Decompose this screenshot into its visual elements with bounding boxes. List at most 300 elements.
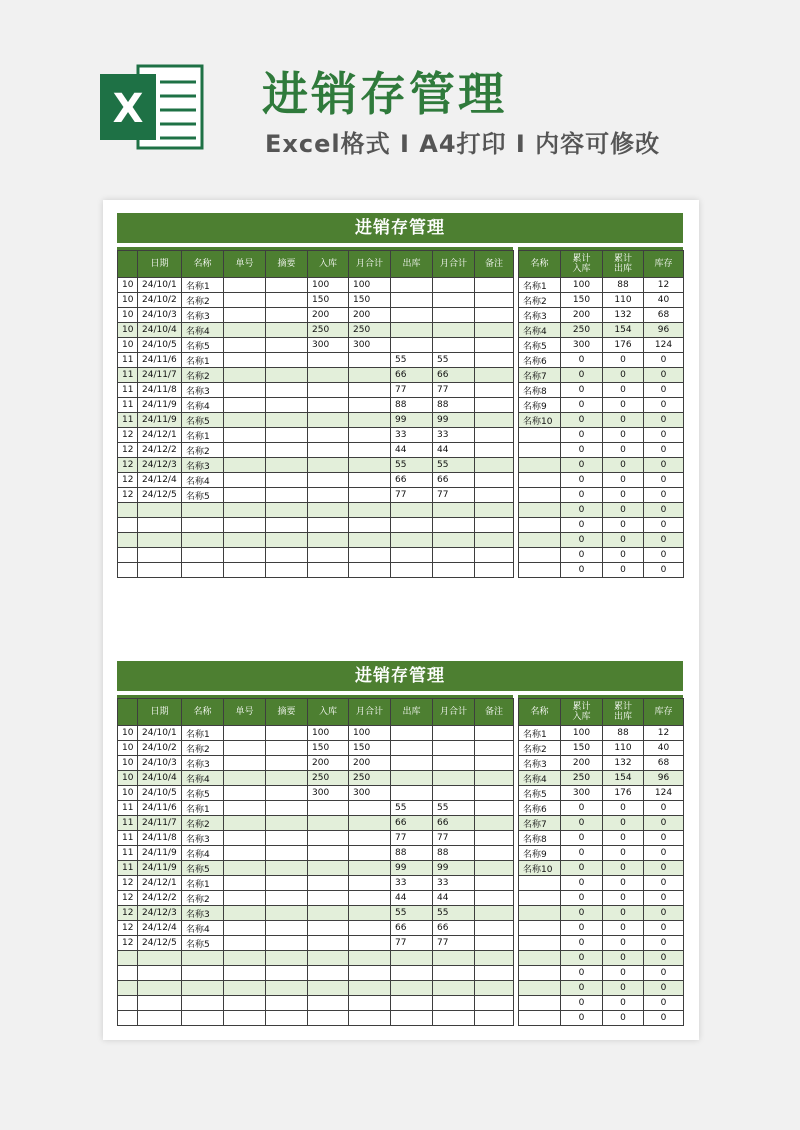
table-cell[interactable] bbox=[433, 548, 475, 563]
table-cell[interactable]: 11 bbox=[118, 861, 138, 876]
table-cell[interactable]: 100 bbox=[308, 278, 349, 293]
table-cell[interactable]: 0 bbox=[644, 801, 684, 816]
table-cell[interactable] bbox=[224, 906, 266, 921]
table-cell[interactable]: 10 bbox=[118, 756, 138, 771]
table-cell[interactable]: 12 bbox=[118, 891, 138, 906]
table-cell[interactable]: 77 bbox=[391, 488, 433, 503]
table-cell[interactable]: 24/12/1 bbox=[138, 876, 182, 891]
table-cell[interactable]: 0 bbox=[644, 906, 684, 921]
table-cell[interactable]: 0 bbox=[644, 353, 684, 368]
table-cell[interactable] bbox=[266, 338, 308, 353]
table-cell[interactable]: 0 bbox=[603, 353, 644, 368]
table-cell[interactable] bbox=[433, 981, 475, 996]
table-cell[interactable]: 12 bbox=[118, 488, 138, 503]
table-cell[interactable] bbox=[308, 831, 349, 846]
table-cell[interactable] bbox=[475, 428, 514, 443]
table-cell[interactable] bbox=[349, 488, 391, 503]
table-cell[interactable] bbox=[182, 981, 224, 996]
table-cell[interactable]: 名称1 bbox=[182, 278, 224, 293]
table-cell[interactable]: 250 bbox=[561, 323, 603, 338]
table-cell[interactable] bbox=[433, 323, 475, 338]
table-cell[interactable]: 名称1 bbox=[182, 726, 224, 741]
table-cell[interactable]: 0 bbox=[561, 906, 603, 921]
table-cell[interactable] bbox=[349, 413, 391, 428]
table-cell[interactable]: 0 bbox=[644, 921, 684, 936]
table-cell[interactable]: 66 bbox=[391, 368, 433, 383]
table-cell[interactable] bbox=[475, 936, 514, 951]
table-cell[interactable]: 55 bbox=[433, 353, 475, 368]
table-cell[interactable]: 名称7 bbox=[519, 816, 561, 831]
table-cell[interactable]: 200 bbox=[349, 308, 391, 323]
table-cell[interactable] bbox=[475, 278, 514, 293]
table-cell[interactable]: 0 bbox=[561, 428, 603, 443]
table-cell[interactable] bbox=[224, 293, 266, 308]
table-cell[interactable]: 10 bbox=[118, 338, 138, 353]
table-cell[interactable]: 名称1 bbox=[182, 876, 224, 891]
table-cell[interactable]: 24/10/2 bbox=[138, 741, 182, 756]
table-cell[interactable] bbox=[224, 533, 266, 548]
table-cell[interactable] bbox=[224, 428, 266, 443]
table-cell[interactable] bbox=[138, 503, 182, 518]
table-cell[interactable]: 10 bbox=[118, 323, 138, 338]
table-cell[interactable]: 0 bbox=[644, 831, 684, 846]
table-cell[interactable]: 0 bbox=[644, 428, 684, 443]
table-cell[interactable]: 200 bbox=[561, 756, 603, 771]
table-cell[interactable] bbox=[224, 966, 266, 981]
table-cell[interactable] bbox=[475, 353, 514, 368]
table-cell[interactable] bbox=[224, 278, 266, 293]
table-cell[interactable] bbox=[349, 936, 391, 951]
table-cell[interactable] bbox=[224, 368, 266, 383]
table-cell[interactable] bbox=[224, 831, 266, 846]
table-cell[interactable]: 0 bbox=[603, 503, 644, 518]
table-cell[interactable]: 150 bbox=[561, 293, 603, 308]
table-cell[interactable]: 0 bbox=[561, 951, 603, 966]
table-cell[interactable]: 88 bbox=[603, 726, 644, 741]
table-cell[interactable] bbox=[349, 398, 391, 413]
table-cell[interactable]: 11 bbox=[118, 398, 138, 413]
table-cell[interactable]: 0 bbox=[603, 936, 644, 951]
table-cell[interactable] bbox=[519, 518, 561, 533]
table-cell[interactable] bbox=[182, 1011, 224, 1026]
table-cell[interactable]: 24/10/1 bbox=[138, 726, 182, 741]
table-cell[interactable] bbox=[433, 308, 475, 323]
table-cell[interactable]: 0 bbox=[644, 966, 684, 981]
table-cell[interactable] bbox=[224, 861, 266, 876]
table-cell[interactable]: 12 bbox=[644, 278, 684, 293]
table-cell[interactable]: 0 bbox=[603, 458, 644, 473]
table-cell[interactable]: 0 bbox=[561, 398, 603, 413]
table-cell[interactable]: 132 bbox=[603, 308, 644, 323]
table-cell[interactable] bbox=[349, 503, 391, 518]
table-cell[interactable] bbox=[391, 503, 433, 518]
table-cell[interactable] bbox=[308, 996, 349, 1011]
table-cell[interactable]: 10 bbox=[118, 726, 138, 741]
table-cell[interactable] bbox=[224, 891, 266, 906]
table-cell[interactable]: 10 bbox=[118, 771, 138, 786]
table-cell[interactable]: 0 bbox=[561, 846, 603, 861]
table-cell[interactable] bbox=[349, 801, 391, 816]
table-cell[interactable]: 名称10 bbox=[519, 413, 561, 428]
table-cell[interactable] bbox=[138, 548, 182, 563]
table-cell[interactable] bbox=[475, 831, 514, 846]
table-cell[interactable] bbox=[118, 996, 138, 1011]
table-cell[interactable]: 0 bbox=[644, 413, 684, 428]
table-cell[interactable]: 0 bbox=[603, 846, 644, 861]
table-cell[interactable] bbox=[308, 533, 349, 548]
table-cell[interactable] bbox=[391, 771, 433, 786]
table-cell[interactable]: 0 bbox=[603, 966, 644, 981]
table-cell[interactable] bbox=[266, 891, 308, 906]
table-cell[interactable] bbox=[308, 966, 349, 981]
table-cell[interactable] bbox=[224, 323, 266, 338]
table-cell[interactable]: 11 bbox=[118, 368, 138, 383]
table-cell[interactable] bbox=[475, 921, 514, 936]
table-cell[interactable] bbox=[224, 413, 266, 428]
table-cell[interactable]: 0 bbox=[644, 951, 684, 966]
table-cell[interactable]: 0 bbox=[561, 458, 603, 473]
table-cell[interactable]: 0 bbox=[561, 1011, 603, 1026]
table-cell[interactable]: 0 bbox=[561, 996, 603, 1011]
table-cell[interactable] bbox=[224, 353, 266, 368]
table-cell[interactable]: 24/11/9 bbox=[138, 861, 182, 876]
table-cell[interactable]: 0 bbox=[603, 473, 644, 488]
table-cell[interactable]: 0 bbox=[603, 996, 644, 1011]
table-cell[interactable]: 名称4 bbox=[519, 323, 561, 338]
table-cell[interactable]: 11 bbox=[118, 801, 138, 816]
table-cell[interactable]: 99 bbox=[433, 861, 475, 876]
table-cell[interactable]: 132 bbox=[603, 756, 644, 771]
table-cell[interactable] bbox=[224, 548, 266, 563]
table-cell[interactable]: 0 bbox=[561, 368, 603, 383]
table-cell[interactable] bbox=[308, 563, 349, 578]
table-cell[interactable] bbox=[475, 741, 514, 756]
table-cell[interactable]: 100 bbox=[308, 726, 349, 741]
table-cell[interactable]: 名称2 bbox=[519, 293, 561, 308]
table-cell[interactable]: 99 bbox=[391, 861, 433, 876]
table-cell[interactable] bbox=[182, 563, 224, 578]
table-cell[interactable]: 12 bbox=[118, 921, 138, 936]
table-cell[interactable]: 200 bbox=[308, 756, 349, 771]
table-cell[interactable]: 100 bbox=[349, 278, 391, 293]
table-cell[interactable]: 0 bbox=[644, 533, 684, 548]
table-cell[interactable]: 名称5 bbox=[519, 338, 561, 353]
table-cell[interactable] bbox=[224, 846, 266, 861]
table-cell[interactable]: 33 bbox=[391, 428, 433, 443]
table-cell[interactable] bbox=[308, 503, 349, 518]
table-cell[interactable]: 24/11/7 bbox=[138, 816, 182, 831]
table-cell[interactable]: 名称4 bbox=[519, 771, 561, 786]
table-cell[interactable] bbox=[391, 518, 433, 533]
table-cell[interactable] bbox=[391, 278, 433, 293]
table-cell[interactable]: 24/11/9 bbox=[138, 413, 182, 428]
table-cell[interactable]: 55 bbox=[391, 458, 433, 473]
table-cell[interactable]: 110 bbox=[603, 293, 644, 308]
table-cell[interactable] bbox=[224, 488, 266, 503]
table-cell[interactable]: 88 bbox=[433, 398, 475, 413]
table-cell[interactable] bbox=[349, 1011, 391, 1026]
table-cell[interactable]: 150 bbox=[561, 741, 603, 756]
table-cell[interactable] bbox=[475, 413, 514, 428]
table-cell[interactable]: 11 bbox=[118, 413, 138, 428]
table-cell[interactable] bbox=[266, 323, 308, 338]
table-cell[interactable]: 250 bbox=[561, 771, 603, 786]
table-cell[interactable]: 24/10/3 bbox=[138, 756, 182, 771]
table-cell[interactable] bbox=[224, 936, 266, 951]
table-cell[interactable] bbox=[475, 368, 514, 383]
table-cell[interactable]: 10 bbox=[118, 278, 138, 293]
table-cell[interactable] bbox=[391, 786, 433, 801]
table-cell[interactable] bbox=[266, 398, 308, 413]
table-cell[interactable]: 24/11/9 bbox=[138, 846, 182, 861]
table-cell[interactable]: 0 bbox=[603, 563, 644, 578]
table-cell[interactable]: 0 bbox=[603, 876, 644, 891]
table-cell[interactable]: 0 bbox=[603, 413, 644, 428]
table-cell[interactable]: 176 bbox=[603, 338, 644, 353]
table-cell[interactable]: 0 bbox=[603, 891, 644, 906]
table-cell[interactable] bbox=[182, 966, 224, 981]
table-cell[interactable] bbox=[224, 308, 266, 323]
table-cell[interactable] bbox=[433, 338, 475, 353]
table-cell[interactable] bbox=[224, 786, 266, 801]
table-cell[interactable]: 10 bbox=[118, 293, 138, 308]
table-cell[interactable]: 24/12/3 bbox=[138, 458, 182, 473]
table-cell[interactable] bbox=[349, 533, 391, 548]
table-cell[interactable]: 0 bbox=[561, 383, 603, 398]
table-cell[interactable] bbox=[475, 398, 514, 413]
table-cell[interactable] bbox=[224, 473, 266, 488]
table-cell[interactable] bbox=[266, 1011, 308, 1026]
table-cell[interactable]: 0 bbox=[644, 443, 684, 458]
table-cell[interactable] bbox=[182, 996, 224, 1011]
table-cell[interactable]: 名称6 bbox=[519, 353, 561, 368]
table-cell[interactable] bbox=[308, 428, 349, 443]
table-cell[interactable] bbox=[266, 458, 308, 473]
table-cell[interactable]: 200 bbox=[349, 756, 391, 771]
table-cell[interactable] bbox=[519, 503, 561, 518]
table-cell[interactable]: 250 bbox=[308, 323, 349, 338]
table-cell[interactable]: 66 bbox=[433, 368, 475, 383]
table-cell[interactable]: 300 bbox=[561, 338, 603, 353]
table-cell[interactable] bbox=[224, 801, 266, 816]
table-cell[interactable] bbox=[118, 951, 138, 966]
table-cell[interactable]: 12 bbox=[118, 936, 138, 951]
table-cell[interactable]: 0 bbox=[561, 413, 603, 428]
table-cell[interactable] bbox=[519, 906, 561, 921]
table-cell[interactable]: 24/12/4 bbox=[138, 473, 182, 488]
table-cell[interactable] bbox=[224, 503, 266, 518]
table-cell[interactable] bbox=[224, 741, 266, 756]
table-cell[interactable] bbox=[391, 951, 433, 966]
table-cell[interactable]: 0 bbox=[561, 831, 603, 846]
table-cell[interactable]: 55 bbox=[433, 458, 475, 473]
table-cell[interactable] bbox=[349, 966, 391, 981]
table-cell[interactable]: 12 bbox=[118, 906, 138, 921]
table-cell[interactable] bbox=[391, 323, 433, 338]
table-cell[interactable]: 77 bbox=[433, 383, 475, 398]
table-cell[interactable] bbox=[433, 741, 475, 756]
table-cell[interactable]: 150 bbox=[349, 293, 391, 308]
table-cell[interactable] bbox=[349, 831, 391, 846]
table-cell[interactable] bbox=[391, 548, 433, 563]
table-cell[interactable]: 名称3 bbox=[182, 831, 224, 846]
table-cell[interactable] bbox=[475, 981, 514, 996]
table-cell[interactable] bbox=[266, 368, 308, 383]
table-cell[interactable]: 77 bbox=[391, 383, 433, 398]
table-cell[interactable]: 名称6 bbox=[519, 801, 561, 816]
table-cell[interactable]: 0 bbox=[603, 548, 644, 563]
table-cell[interactable] bbox=[118, 981, 138, 996]
table-cell[interactable] bbox=[266, 741, 308, 756]
table-cell[interactable]: 66 bbox=[391, 921, 433, 936]
table-cell[interactable] bbox=[391, 966, 433, 981]
table-cell[interactable] bbox=[118, 548, 138, 563]
table-cell[interactable] bbox=[308, 906, 349, 921]
table-cell[interactable]: 0 bbox=[644, 996, 684, 1011]
table-cell[interactable] bbox=[266, 473, 308, 488]
table-cell[interactable]: 名称4 bbox=[182, 771, 224, 786]
table-cell[interactable]: 55 bbox=[433, 801, 475, 816]
table-cell[interactable]: 0 bbox=[644, 563, 684, 578]
table-cell[interactable] bbox=[433, 293, 475, 308]
table-cell[interactable]: 68 bbox=[644, 308, 684, 323]
table-cell[interactable]: 66 bbox=[433, 473, 475, 488]
table-cell[interactable] bbox=[519, 996, 561, 1011]
table-cell[interactable] bbox=[349, 996, 391, 1011]
table-cell[interactable] bbox=[118, 518, 138, 533]
table-cell[interactable] bbox=[433, 503, 475, 518]
table-cell[interactable]: 24/10/1 bbox=[138, 278, 182, 293]
table-cell[interactable] bbox=[349, 951, 391, 966]
table-cell[interactable] bbox=[519, 876, 561, 891]
table-cell[interactable]: 11 bbox=[118, 846, 138, 861]
table-cell[interactable] bbox=[266, 548, 308, 563]
table-cell[interactable]: 99 bbox=[433, 413, 475, 428]
table-cell[interactable]: 24/11/8 bbox=[138, 831, 182, 846]
table-cell[interactable] bbox=[475, 563, 514, 578]
table-cell[interactable] bbox=[182, 533, 224, 548]
table-cell[interactable]: 40 bbox=[644, 293, 684, 308]
table-cell[interactable] bbox=[391, 741, 433, 756]
table-cell[interactable] bbox=[349, 891, 391, 906]
table-cell[interactable]: 110 bbox=[603, 741, 644, 756]
table-cell[interactable] bbox=[475, 338, 514, 353]
table-cell[interactable]: 66 bbox=[433, 816, 475, 831]
table-cell[interactable]: 11 bbox=[118, 353, 138, 368]
table-cell[interactable] bbox=[475, 293, 514, 308]
table-cell[interactable]: 33 bbox=[391, 876, 433, 891]
table-cell[interactable]: 250 bbox=[349, 323, 391, 338]
table-cell[interactable] bbox=[519, 921, 561, 936]
table-cell[interactable] bbox=[224, 458, 266, 473]
table-cell[interactable]: 100 bbox=[561, 278, 603, 293]
table-cell[interactable]: 24/12/2 bbox=[138, 443, 182, 458]
table-cell[interactable] bbox=[475, 786, 514, 801]
table-cell[interactable] bbox=[308, 891, 349, 906]
table-cell[interactable] bbox=[138, 996, 182, 1011]
table-cell[interactable]: 名称4 bbox=[182, 323, 224, 338]
table-cell[interactable] bbox=[266, 951, 308, 966]
table-cell[interactable]: 0 bbox=[561, 801, 603, 816]
table-cell[interactable] bbox=[266, 831, 308, 846]
table-cell[interactable] bbox=[266, 876, 308, 891]
table-cell[interactable]: 77 bbox=[391, 831, 433, 846]
table-cell[interactable]: 24/10/4 bbox=[138, 323, 182, 338]
table-cell[interactable] bbox=[349, 428, 391, 443]
table-cell[interactable] bbox=[182, 548, 224, 563]
table-cell[interactable]: 77 bbox=[433, 488, 475, 503]
table-cell[interactable] bbox=[475, 383, 514, 398]
table-cell[interactable] bbox=[224, 876, 266, 891]
table-cell[interactable]: 12 bbox=[118, 473, 138, 488]
table-cell[interactable]: 24/10/5 bbox=[138, 786, 182, 801]
table-cell[interactable] bbox=[519, 428, 561, 443]
table-cell[interactable] bbox=[138, 518, 182, 533]
table-cell[interactable]: 0 bbox=[561, 921, 603, 936]
table-cell[interactable]: 24/12/5 bbox=[138, 936, 182, 951]
table-cell[interactable] bbox=[519, 563, 561, 578]
table-cell[interactable] bbox=[475, 996, 514, 1011]
table-cell[interactable]: 24/11/9 bbox=[138, 398, 182, 413]
table-cell[interactable] bbox=[349, 563, 391, 578]
table-cell[interactable] bbox=[349, 846, 391, 861]
table-cell[interactable] bbox=[433, 518, 475, 533]
table-cell[interactable] bbox=[224, 443, 266, 458]
table-cell[interactable] bbox=[224, 921, 266, 936]
table-cell[interactable] bbox=[266, 936, 308, 951]
table-cell[interactable] bbox=[118, 966, 138, 981]
table-cell[interactable]: 11 bbox=[118, 831, 138, 846]
table-cell[interactable] bbox=[519, 951, 561, 966]
table-cell[interactable]: 250 bbox=[308, 771, 349, 786]
table-cell[interactable] bbox=[266, 488, 308, 503]
table-cell[interactable]: 0 bbox=[644, 936, 684, 951]
table-cell[interactable]: 300 bbox=[349, 338, 391, 353]
table-cell[interactable] bbox=[182, 518, 224, 533]
table-cell[interactable] bbox=[308, 861, 349, 876]
table-cell[interactable]: 66 bbox=[433, 921, 475, 936]
table-cell[interactable] bbox=[182, 951, 224, 966]
table-cell[interactable]: 124 bbox=[644, 338, 684, 353]
table-cell[interactable]: 0 bbox=[603, 428, 644, 443]
table-cell[interactable] bbox=[433, 951, 475, 966]
table-cell[interactable]: 88 bbox=[391, 398, 433, 413]
table-cell[interactable]: 96 bbox=[644, 771, 684, 786]
table-cell[interactable] bbox=[138, 533, 182, 548]
table-cell[interactable]: 0 bbox=[561, 891, 603, 906]
table-cell[interactable]: 0 bbox=[644, 846, 684, 861]
table-cell[interactable]: 名称3 bbox=[182, 383, 224, 398]
table-cell[interactable] bbox=[349, 861, 391, 876]
table-cell[interactable]: 名称3 bbox=[182, 458, 224, 473]
table-cell[interactable]: 77 bbox=[433, 936, 475, 951]
table-cell[interactable] bbox=[308, 443, 349, 458]
table-cell[interactable]: 300 bbox=[349, 786, 391, 801]
table-cell[interactable] bbox=[433, 278, 475, 293]
table-cell[interactable] bbox=[475, 756, 514, 771]
table-cell[interactable] bbox=[349, 548, 391, 563]
table-cell[interactable]: 24/12/4 bbox=[138, 921, 182, 936]
table-cell[interactable] bbox=[349, 383, 391, 398]
table-cell[interactable]: 154 bbox=[603, 323, 644, 338]
table-cell[interactable] bbox=[475, 891, 514, 906]
table-cell[interactable]: 名称8 bbox=[519, 831, 561, 846]
table-cell[interactable]: 124 bbox=[644, 786, 684, 801]
table-cell[interactable]: 名称10 bbox=[519, 861, 561, 876]
table-cell[interactable] bbox=[475, 458, 514, 473]
table-cell[interactable]: 0 bbox=[644, 398, 684, 413]
table-cell[interactable]: 名称2 bbox=[182, 741, 224, 756]
